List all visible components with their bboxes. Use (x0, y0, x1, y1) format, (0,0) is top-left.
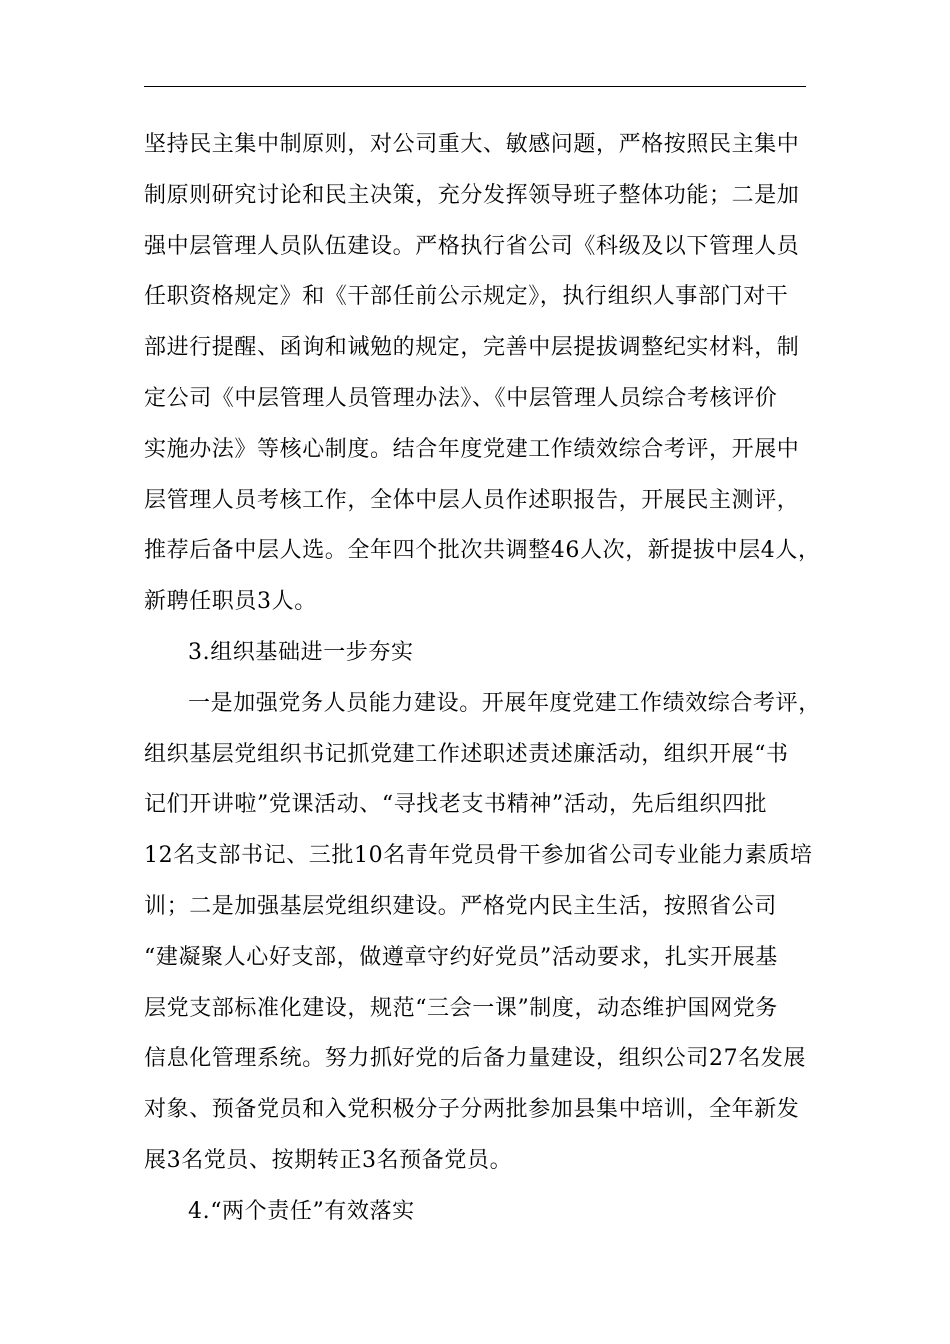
text-line: 训；二是加强基层党组织建设。严格党内民主生活，按照省公司 (144, 893, 777, 919)
text-line: 强中层管理人员队伍建设。严格执行省公司《科级及以下管理人员 (144, 233, 800, 259)
header-rule (144, 86, 806, 87)
text-line: 对象、预备党员和入党积极分子分两批参加县集中培训，全年新发 (144, 1097, 800, 1123)
text-line: 任职资格规定》和《干部任前公示规定》，执行组织人事部门对干 (144, 284, 789, 310)
text-line: 12名支部书记、三批10名青年党员骨干参加省公司专业能力素质培 (144, 843, 813, 869)
text-line: 实施办法》等核心制度。结合年度党建工作绩效综合考评，开展中 (144, 436, 800, 462)
text-line: 记们开讲啦”党课活动、“寻找老支书精神”活动，先后组织四批 (144, 792, 768, 818)
text-line: 坚持民主集中制原则，对公司重大、敏感问题，严格按照民主集中 (144, 132, 800, 157)
text-line: 新聘任职员3人。 (144, 589, 317, 615)
text-line: 部进行提醒、函询和诫勉的规定，完善中层提拔调整纪实材料，制 (144, 335, 800, 361)
text-line: 定公司《中层管理人员管理办法》、《中层管理人员综合考核评价 (144, 385, 778, 411)
text-line: 信息化管理系统。努力抓好党的后备力量建设，组织公司27名发展 (144, 1046, 806, 1072)
text-line: 一是加强党务人员能力建设。开展年度党建工作绩效综合考评， (188, 690, 821, 716)
text-line: 推荐后备中层人选。全年四个批次共调整46人次，新提拔中层4人， (144, 538, 821, 564)
section-heading: 3.组织基础进一步夯实 (188, 639, 414, 665)
document-body (144, 120, 821, 1238)
text-line: 组织基层党组织书记抓党建工作述职述责述廉活动，组织开展“书 (144, 741, 789, 767)
text-line: “建凝聚人心好支部，做遵章守约好党员”活动要求，扎实开展基 (144, 944, 778, 970)
section-heading: 4.“两个责任”有效落实 (188, 1198, 415, 1224)
text-line: 展3名党员、按期转正3名预备党员。 (144, 1147, 513, 1173)
text-line: 层管理人员考核工作，全体中层人员作述职报告，开展民主测评， (144, 487, 800, 513)
text-line: 制原则研究讨论和民主决策，充分发挥领导班子整体功能；二是加 (144, 182, 800, 208)
text-line: 层党支部标准化建设，规范“三会一课”制度，动态维护国网党务 (144, 995, 778, 1021)
